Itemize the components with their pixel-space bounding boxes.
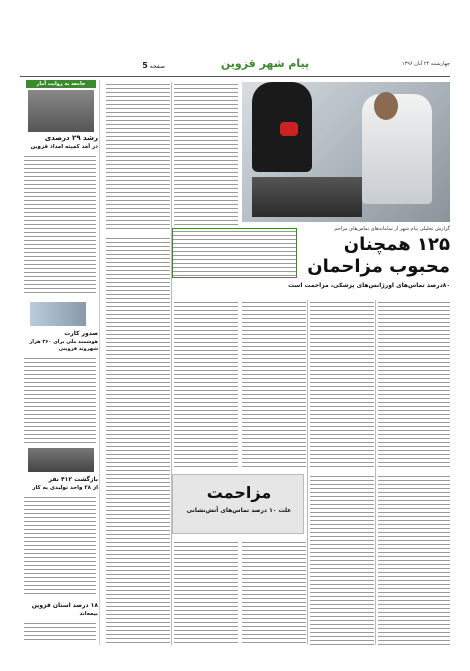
- sidebar-idcard-photo: [30, 302, 86, 326]
- operator-head: [374, 92, 398, 120]
- sidebar: [20, 80, 100, 645]
- sidebar-item4-title: ۱۸ درصد استان قزوین: [31, 602, 98, 609]
- lower-column-2: [242, 540, 306, 645]
- column-divider: [171, 82, 172, 645]
- sidebar-item3-title: بازگشت ۴۱۲ نفر: [48, 476, 98, 483]
- sidebar-photo-1: [28, 90, 94, 132]
- headline-line-2: محبوب مزاحمان: [307, 256, 450, 277]
- sidebar-item4-sub: بیمه‌اند: [79, 611, 98, 617]
- date-line: چهارشنبه ۲۴ آبان ۱۳۹۶: [401, 61, 450, 67]
- intro-box: [172, 228, 297, 278]
- middle-column-4: [310, 300, 374, 468]
- sidebar-factory-photo: [28, 448, 94, 472]
- page-number: 5: [142, 61, 148, 70]
- middle-column-3: [242, 300, 306, 468]
- sidebar-item1-sub: در آمد کمیته امداد قزوین: [30, 144, 98, 150]
- middle-column-5: [378, 300, 450, 468]
- sidebar-item3-body: [24, 495, 96, 595]
- lower-column-3: [310, 474, 374, 645]
- lower-column-4: [378, 474, 450, 645]
- page-number-block: [105, 61, 165, 70]
- sidebar-item2-title: صدور کارت: [64, 330, 98, 337]
- column-divider: [307, 300, 308, 645]
- red-telephone: [280, 122, 298, 136]
- sidebar-item3-sub: از ۲۸ واحد تولیدی به کار: [32, 485, 98, 491]
- subheadline: ۸۰درصد تماس‌های اورژانس‌های پزشکی، مزاحمت است: [288, 282, 450, 289]
- column-divider: [375, 300, 376, 645]
- sidebar-item2-sub: هوشمند ملی برای ۳۶۰ هزار: [29, 339, 98, 345]
- desk-equipment: [252, 177, 362, 217]
- middle-column-2: [174, 300, 238, 468]
- masthead-logo: پیام شهر قزوین: [220, 57, 310, 70]
- upper-column-2: [174, 82, 238, 232]
- sidebar-item1-title: رشد ۲۹ درصدی: [44, 134, 98, 142]
- feature-box-subtitle: علت ۱۰ درصد تماس‌های آتش‌نشانی: [186, 507, 292, 514]
- feature-box-title: مزاحمت: [206, 483, 272, 502]
- feature-box: [172, 474, 304, 534]
- header-bar: [20, 55, 450, 77]
- lower-column-1: [174, 540, 238, 645]
- page-label: صفحه: [149, 63, 165, 70]
- upper-column-1: [106, 82, 170, 232]
- middle-column-1: [106, 236, 170, 646]
- sidebar-item2-sub2: شهروند قزوینی: [58, 346, 98, 352]
- main-photo: [242, 82, 450, 222]
- headline-line-1: ۱۲۵ همچنان: [343, 234, 450, 255]
- sidebar-tag: جامعه به روایت آمار: [26, 80, 96, 88]
- sidebar-item2-body: [24, 356, 96, 444]
- sidebar-item1-body: [24, 154, 96, 294]
- photo-caption: گزارش تحلیلی پیام شهر از سامانه‌های تماس‌های مزاحم: [334, 226, 450, 232]
- sidebar-item4-body: [24, 621, 96, 643]
